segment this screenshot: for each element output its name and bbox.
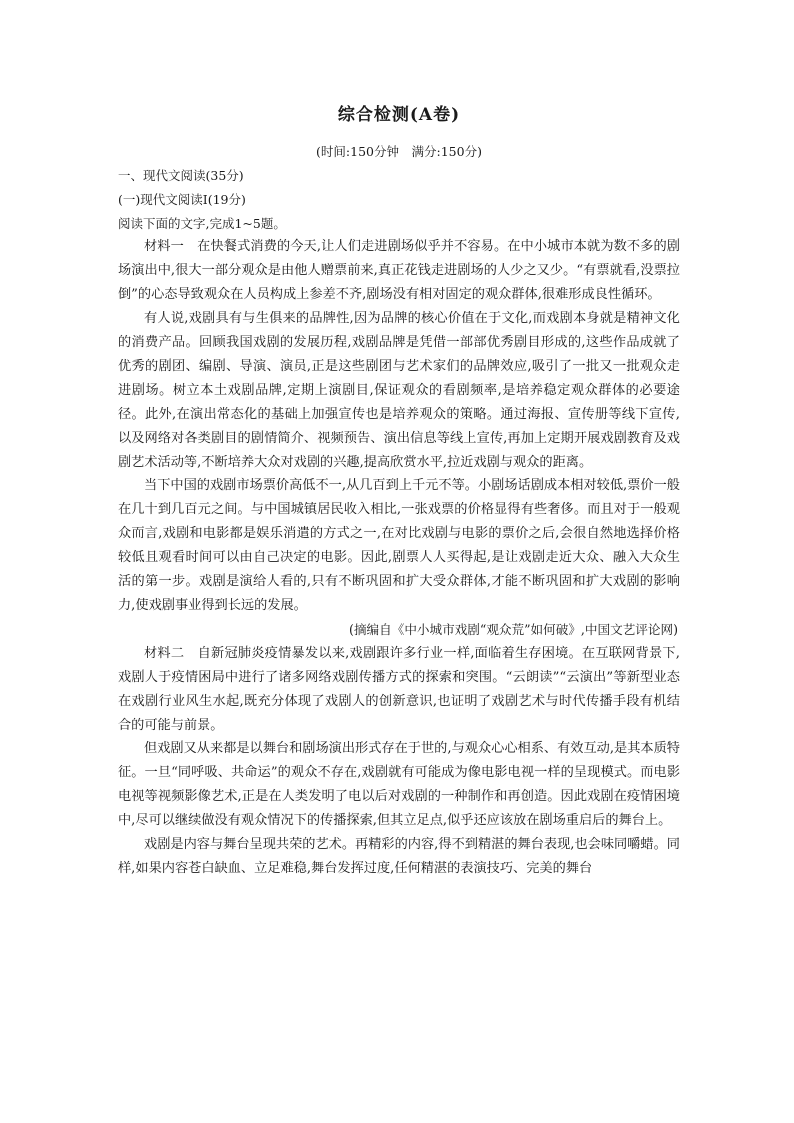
paragraph-ticket-price: 当下中国的戏剧市场票价高低不一,从几百到上千元不等。小剧场话剧成本相对较低,票价一般在几十到几百元之间。与中国城镇居民收入相比,一张戏票的价格显得有些奢侈。而且对于一般观众而言,戏剧和电影都是娱乐消遣的方式之一,在对比戏剧与电影的票价之后,会很自然地选择价格较低且观看时间可以由自己决定的电影。因此,剧票人人买得起,是让戏剧走近大众、融入大众生活的第一步。戏剧是演给人看的,只有不断巩固和扩大受众群体,才能不断巩固和扩大戏剧的影响力,使戏剧事业得到长远的发展。	[118, 478, 680, 613]
paragraph-content-stage: 戏剧是内容与舞台呈现共荣的艺术。再精彩的内容,得不到精湛的舞台表现,也会味同嚼蜡。同样,如果内容苍白缺血、立足难稳,舞台发挥过度,任何精湛的表演技巧、完美的舞台	[118, 837, 680, 876]
exam-time-score: (时间:150分钟 满分:150分)	[316, 144, 482, 159]
paragraph-material-two: 材料二 自新冠肺炎疫情暴发以来,戏剧跟许多行业一样,面临着生存困境。在互联网背景下,戏剧人于疫情困局中进行了诸多网络戏剧传播方式的探索和突围。“云朗读”“云演出”等新型业态在戏剧行业风生水起,既充分体现了戏剧人的创新意识,也证明了戏剧艺术与时代传播手段有机结合的可能与前景。	[118, 645, 680, 733]
subsection-heading: (一)现代文阅读Ⅰ(19分)	[118, 191, 246, 207]
page-title: 综合检测(A卷)	[337, 105, 461, 125]
section-heading: 一、现代文阅读(35分)	[118, 168, 244, 183]
paragraph-stage-nature: 但戏剧又从来都是以舞台和剧场演出形式存在于世的,与观众心心相系、有效互动,是其本质特征。一旦“同呼吸、共命运”的观众不存在,戏剧就有可能成为像电影电视一样的呈现模式。而电影电视等视频影像艺术,正是在人类发明了电以后对戏剧的一种制作和再创造。因此戏剧在疫情困境中,尽可以继续做没有观众情况下的传播探索,但其立足点,似乎还应该放在剧场重启后的舞台上。	[118, 741, 680, 829]
reading-instruction: 阅读下面的文字,完成1~5题。	[118, 215, 286, 231]
paragraph-material-one: 材料一 在快餐式消费的今天,让人们走进剧场似乎并不容易。在中小城市本就为数不多的剧场演出中,很大一部分观众是由他人赠票前来,真正花钱走进剧场的人少之又少。“有票就看,没票拉倒”的心态导致观众在人员构成上参差不齐,剧场没有相对固定的观众群体,很难形成良性循环。	[118, 239, 680, 303]
document-page	[118, 100, 680, 881]
paragraph-brand: 有人说,戏剧具有与生俱来的品牌性,因为品牌的核心价值在于文化,而戏剧本身就是精神文化的消费产品。回顾我国戏剧的发展历程,戏剧品牌是凭借一部部优秀剧目形成的,这些作品成就了优秀的剧团、编剧、导演、演员,正是这些剧团与艺术家们的品牌效应,吸引了一批又一批观众走进剧场。树立本土戏剧品牌,定期上演剧目,保证观众的看剧频率,是培养稳定观众群体的必要途径。此外,在演出常态化的基础上加强宣传也是培养观众的策略。通过海报、宣传册等线下宣传,以及网络对各类剧目的剧情简介、视频预告、演出信息等线上宣传,再加上定期开展戏剧教育及戏剧艺术活动等,不断培养大众对戏剧的兴趣,提高欣赏水平,拉近戏剧与观众的距离。	[118, 311, 680, 470]
source-citation: (摘编自《中小城市戏剧“观众荒”如何破》,中国文艺评论网)	[349, 621, 678, 637]
